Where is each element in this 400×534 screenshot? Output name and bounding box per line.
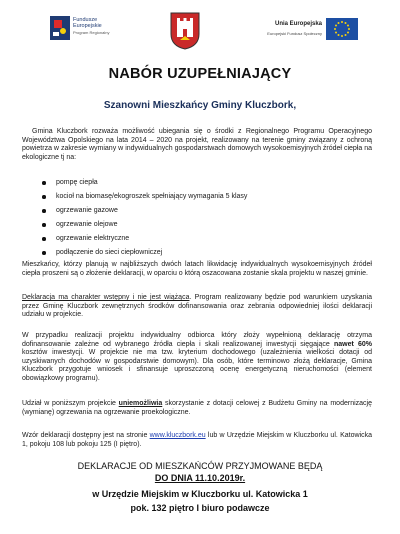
fundusze-europejskie-logo	[50, 14, 122, 50]
office-room: pok. 132 piętro I biuro podawcze	[130, 503, 270, 513]
bullet-icon	[42, 195, 46, 199]
office-address: w Urzędzie Miejskim w Kluczborku ul. Katowicka 1	[92, 489, 308, 499]
list-item	[42, 204, 342, 218]
funding-text-b: kosztów inwestycji. W projekcie nie ma tzw. kryterium dochodowego (uzależnienia wielkości dotacji od uzyskiwanych dochodów w gospodarstwie domowym). Dla osób, które terminowo złożą deklaracje, Gmina Kluczbork przygotuje wniosek i sfinansuje uproszczoną ocenę energetyczną nieruchomości (element obowiązkowy programu).	[22, 349, 372, 382]
exclusion-text-b: skorzystanie z dotacji celowej z Budżetu Gminy na modernizację (wymianę) ogrzewania na ogrzewanie proekologiczne.	[22, 400, 372, 416]
list-item-label: podłączenie do sieci ciepłowniczej	[56, 249, 163, 256]
list-item-label: ogrzewanie gazowe	[56, 207, 118, 214]
declaration-nonbinding-note: Deklaracja ma charakter wstępny i nie jest wiążąca	[22, 294, 190, 301]
salutation: Szanowni Mieszkańcy Gminy Kluczbork,	[103, 100, 297, 111]
unia-europejska-logo	[248, 18, 360, 48]
list-item	[42, 246, 342, 260]
form-text-a: Wzór deklaracji dostępny jest na stronie	[22, 432, 150, 439]
form-availability-paragraph	[22, 432, 372, 449]
bullet-icon	[42, 209, 46, 213]
list-item	[42, 218, 342, 232]
bullet-icon	[42, 251, 46, 255]
logo-header	[0, 8, 400, 56]
fundusze-europejskie-text	[73, 17, 109, 36]
kluczbork-crest-icon	[170, 12, 200, 50]
ue-subtitle: Europejski Fundusz Społeczny	[267, 31, 322, 36]
list-item-label: ogrzewanie olejowe	[56, 221, 118, 228]
funding-text-a: W przypadku realizacji projektu indywidualny odbiorca który złoży wypełnioną deklarację otrzyma dofinansowanie zależne od wybranego źródła ciepła i skali realizowanej inwestycji sięgające	[22, 332, 372, 348]
declaration-paragraph-rest: . Program realizowany będzie pod warunkiem uzyskania przez Gminę Kluczbork zewnętrznych środków dofinansowania oraz zebrania odpowiedniej ilości deklaracji udziału w projekcie.	[22, 294, 372, 319]
bullet-icon	[42, 223, 46, 227]
list-item	[42, 176, 342, 190]
list-item-label: kocioł na biomasę/ekogroszek spełniający wymagania 5 klasy	[56, 193, 248, 200]
fe-line2: Europejskie	[73, 23, 102, 29]
deadline-date: DO DNIA 11.10.2019r.	[154, 473, 246, 483]
page-title: NABÓR UZUPEŁNIAJĄCY	[108, 66, 292, 82]
bullet-icon	[42, 181, 46, 185]
funding-percent: nawet 60%	[333, 340, 372, 348]
exclusion-keyword: uniemożliwia	[118, 400, 163, 407]
list-item	[42, 190, 342, 204]
fe-line1: Fundusze	[73, 17, 98, 23]
list-item-label: ogrzewanie elektryczne	[56, 235, 130, 242]
eu-flag-icon	[326, 18, 358, 40]
declaration-paragraph	[22, 294, 372, 320]
heating-options-list	[42, 176, 342, 260]
residents-paragraph: Mieszkańcy, którzy planują w najbliższych dwóch latach likwidację indywidualnych wysokoemisyjnych źródeł ciepła proszeni są o złożenie deklaracji, w oparciu o którą oszacowana zostanie skala projektu w naszej gminie.	[22, 261, 372, 277]
list-item-label: pompę ciepła	[56, 179, 98, 186]
deadline-heading: DEKLARACJE OD MIESZKAŃCÓW PRZYJMOWANE BĘDĄ	[77, 461, 323, 471]
fe-sub: Program Regionalny	[73, 30, 110, 35]
list-item	[42, 232, 342, 246]
fundusze-europejskie-mark-icon	[50, 16, 70, 40]
form-text-b: lub w Urzędzie Miejskim w Kluczborku ul. Katowicka 1, pokoju 108 lub pokoju 125 (I piętro).	[22, 432, 372, 448]
exclusion-text-a: Udział w poniższym projekcie	[22, 400, 119, 407]
funding-paragraph	[22, 332, 372, 384]
kluczbork-website-link[interactable]: www.kluczbork.eu	[149, 432, 206, 439]
ue-title: Unia Europejska	[274, 21, 322, 27]
exclusion-paragraph	[22, 400, 372, 417]
bullet-icon	[42, 237, 46, 241]
intro-paragraph: Gmina Kluczbork rozważa możliwość ubiegania się o środki z Regionalnego Programu Operacyjnego Województwa Opolskiego na lata 2014 – 2020 na projekt, realizowany na terenie gminy związany z ochroną powietrza w zakresie wymiany w indywidualnych gospodarstwach domowych wysokoemisyjnych źródeł ciepła na ekologiczne tj na:	[22, 128, 372, 161]
